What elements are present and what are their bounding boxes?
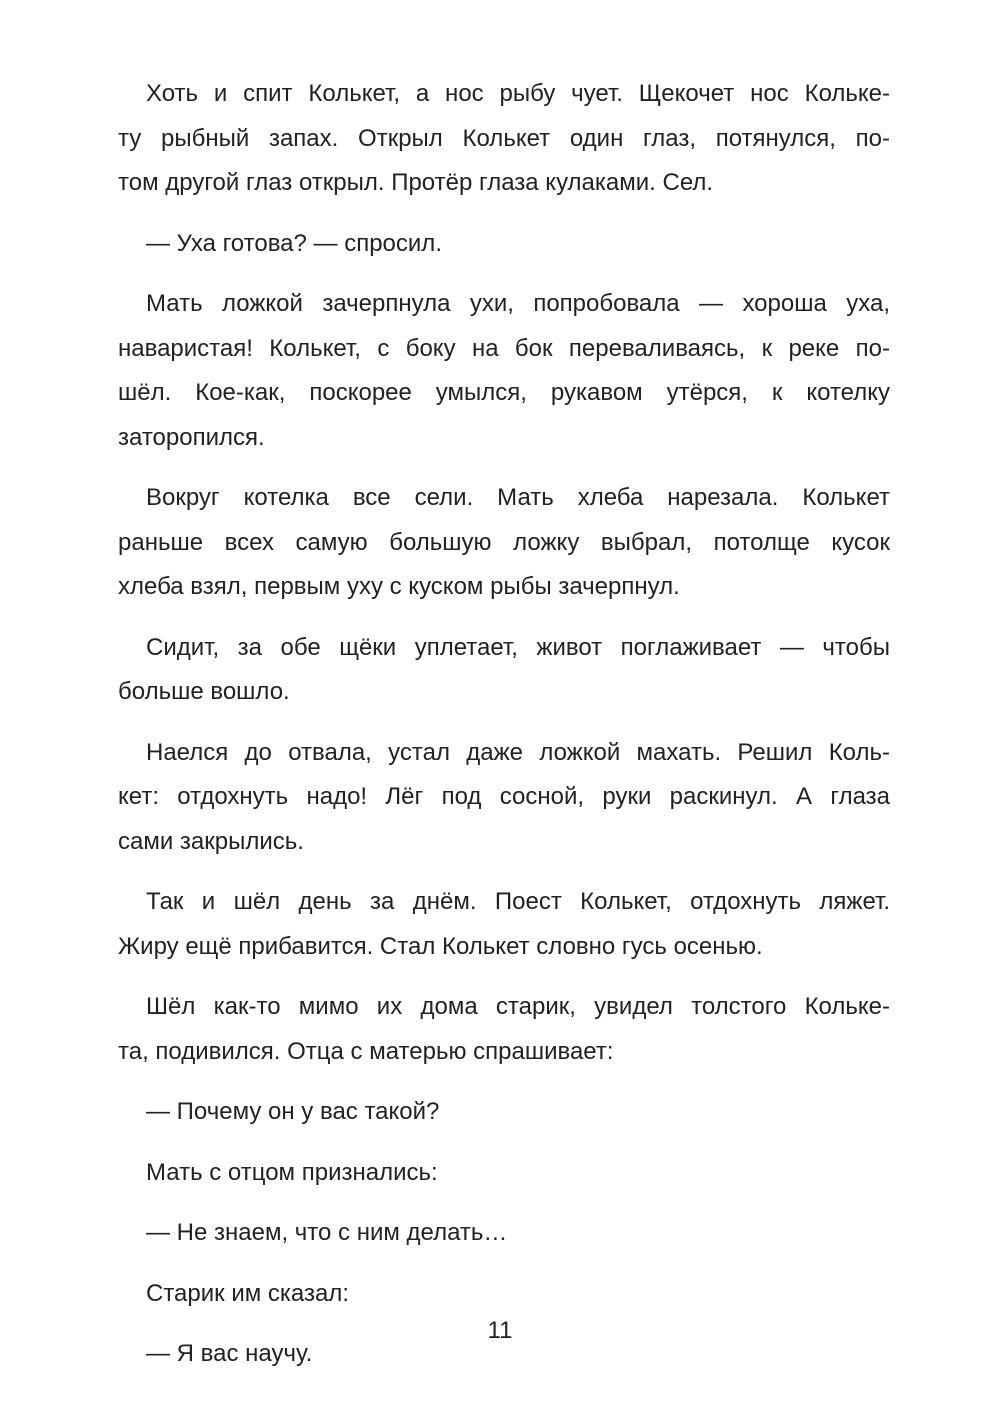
text-line: хлеба взял, первым уху с куском рыбы зачерпнул. [118, 573, 680, 600]
text-line: Вокруг котелка все сели. Мать хлеба нарезала. Колькет [146, 484, 890, 511]
text-line: кет: отдохнуть надо! Лёг под сосной, руки раскинул. А глаза [118, 783, 890, 810]
text-line: заторопился. [118, 423, 265, 451]
paragraph [118, 1090, 890, 1135]
paragraph [118, 1151, 890, 1196]
paragraph [118, 476, 890, 610]
text-line: Сидит, за обе щёки уплетает, живот поглаживает — чтобы [146, 633, 890, 661]
text-line: шёл. Кое-как, поскорее умылся, рукавом утёрся, к котелку [118, 379, 890, 406]
text-line: наваристая! Колькет, с боку на бок переваливаясь, к реке по- [118, 334, 890, 362]
text-line: — Почему он у вас такой? [146, 1098, 440, 1125]
text-line: ту рыбный запах. Открыл Колькет один глаз, потянулся, по- [118, 124, 890, 152]
paragraph [118, 985, 890, 1074]
paragraph [118, 1272, 890, 1317]
text-line: Мать с отцом признались: [146, 1158, 438, 1186]
text-line: Наелся до отвала, устал даже ложкой махать. Решил Коль- [146, 738, 890, 766]
text-line: Мать ложкой зачерпнула ухи, попробовала — хороша уха, [146, 290, 890, 317]
paragraph [118, 222, 890, 267]
paragraph [118, 731, 890, 865]
text-line: сами закрылись. [118, 827, 304, 855]
text-line: раньше всех самую большую ложку выбрал, потолще кусок [118, 528, 890, 556]
text-line: Старик им сказал: [146, 1279, 350, 1307]
text-line: та, подивился. Отца с матерью спрашивает: [118, 1037, 614, 1065]
text-line: том другой глаз открыл. Протёр глаза кулаками. Сел. [118, 169, 714, 196]
paragraph [118, 72, 890, 206]
text-line: Так и шёл день за днём. Поест Колькет, отдохнуть ляжет. [146, 888, 890, 915]
paragraph [118, 626, 890, 715]
paragraph [118, 1211, 890, 1256]
text-line: Шёл как-то мимо их дома старик, увидел толстого Кольке- [146, 993, 890, 1020]
paragraph [118, 282, 890, 460]
text-line: — Я вас научу. [146, 1340, 313, 1367]
text-line: — Не знаем, что с ним делать… [146, 1219, 508, 1246]
text-line: Жиру ещё прибавится. Стал Колькет словно гусь осенью. [118, 932, 763, 960]
paragraph [118, 880, 890, 969]
text-line: больше вошло. [118, 678, 290, 705]
text-line: Хоть и спит Колькет, а нос рыбу чует. Щекочет нос Кольке- [146, 80, 890, 107]
page-body [118, 72, 890, 1393]
text-line: — Уха готова? — спросил. [146, 229, 442, 257]
page-number: 11 [487, 1317, 513, 1344]
